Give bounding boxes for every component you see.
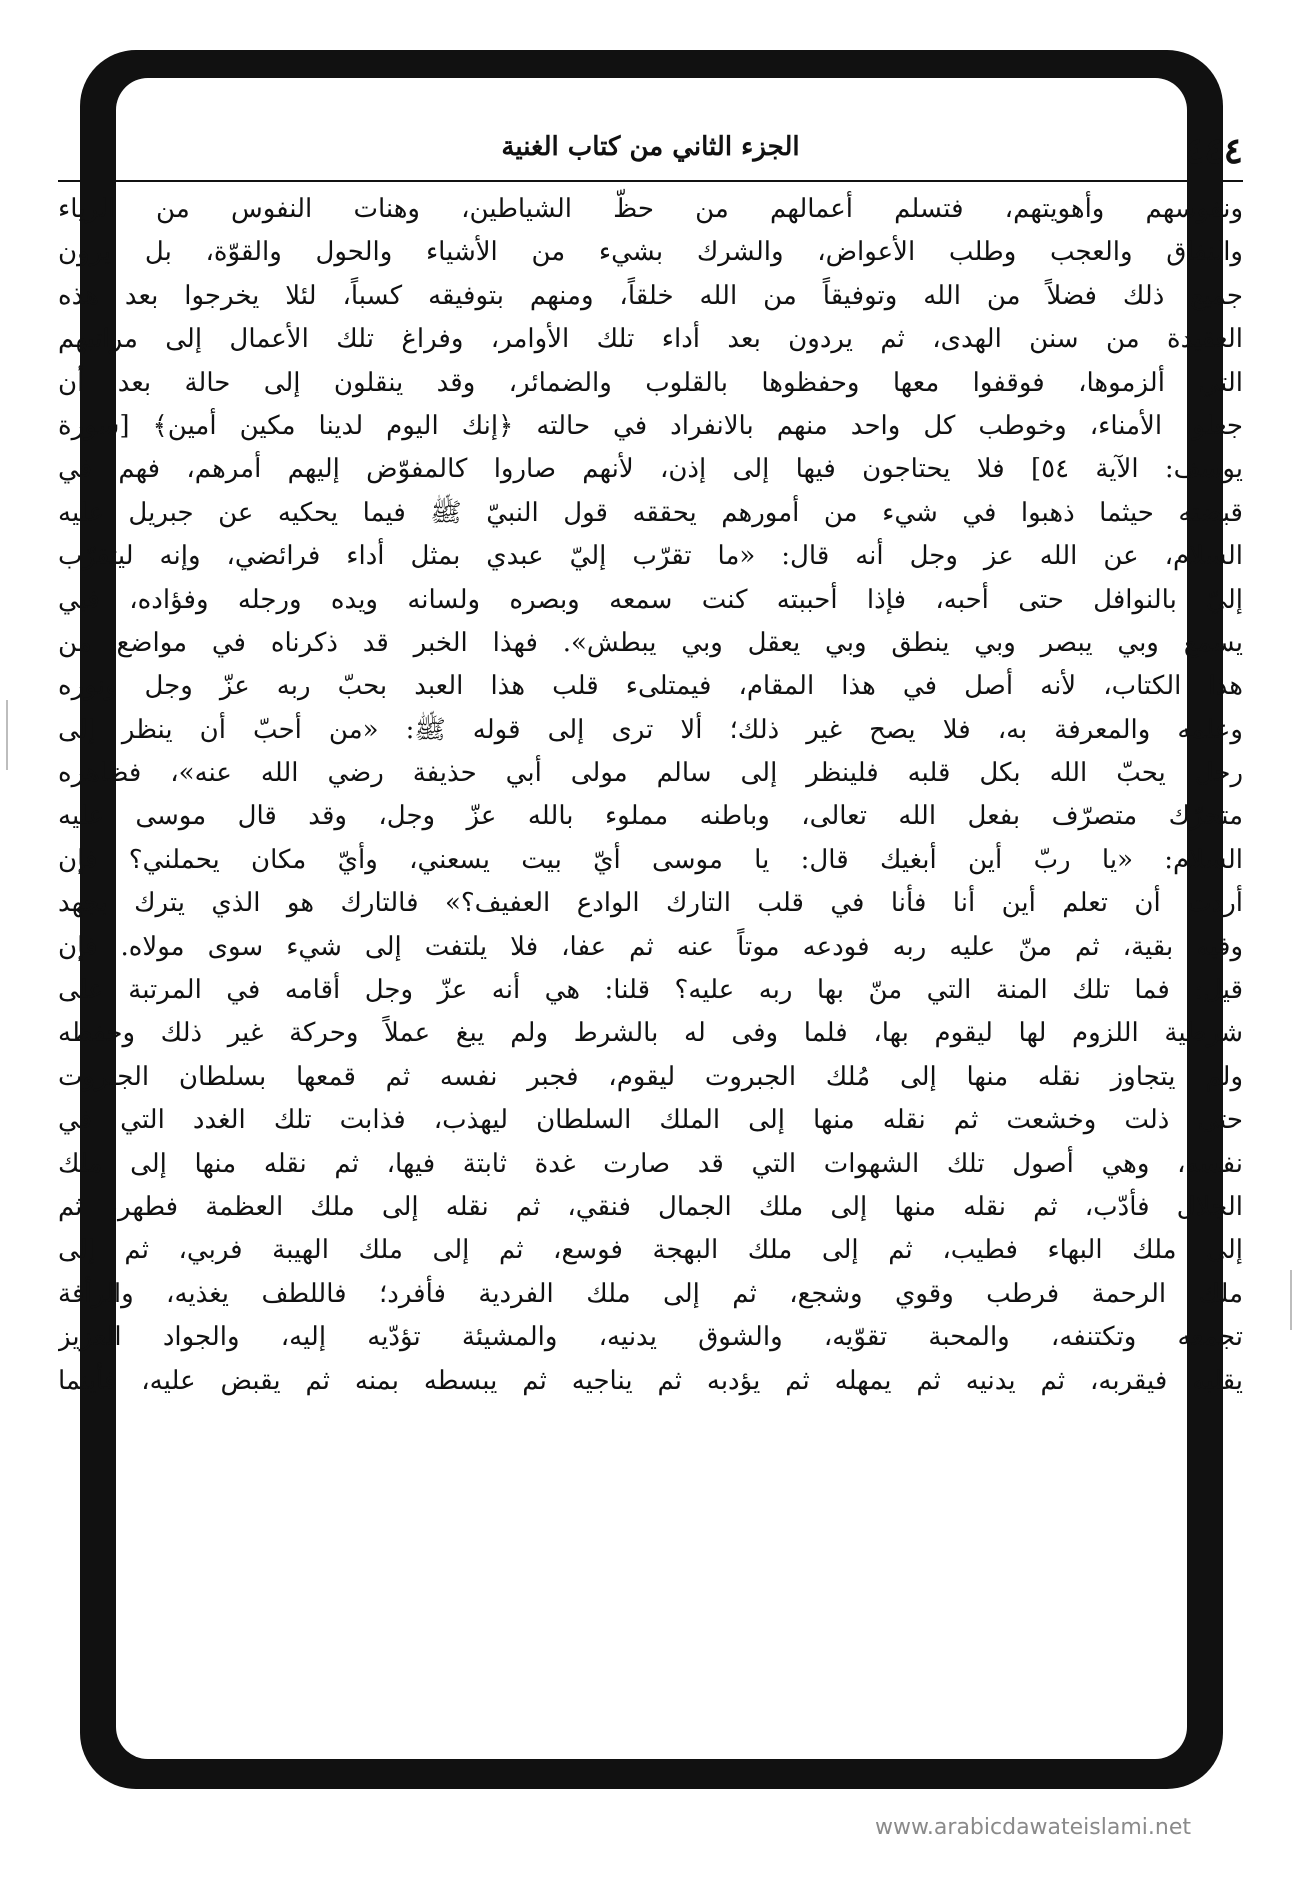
- body-line: ملك الرحمة فرطب وقوي وشجع، ثم إلى ملك الفردية فأفرد؛ فاللطف يغذيه، والرأفة: [58, 1278, 1243, 1309]
- body-line: ونفوسهم وأهويتهم، فتسلم أعمالهم من حظّ الشياطين، وهنات النفوس من الرياء: [58, 194, 1243, 224]
- body-line: إلى ملك البهاء فطيب، ثم إلى ملك البهجة فوسع، ثم إلى ملك الهيبة فربي، ثم إلى: [58, 1235, 1243, 1266]
- body-text: [58, 188, 1243, 1703]
- body-line: شرطية اللزوم لها ليقوم بها، فلما وفى له بالشرط ولم يبغ عملاً وحركة غير ذلك وحفظه: [58, 1018, 1243, 1049]
- body-line: السلام، عن الله عز وجل أنه قال: «ما تقرّب إليّ عبدي بمثل أداء فرائضي، وإنه ليتقرّب: [58, 541, 1243, 572]
- body-line: أردت أن تعلم أين أنا فأنا في قلب التارك الوادع العفيف؟» فالتارك هو الذي يترك بجهد: [58, 888, 1243, 919]
- body-line: إليّ بالنوافل حتى أحبه، فإذا أحببته كنت سمعه وبصره ولسانه ويده ورجله وفؤاده، فبي: [58, 584, 1243, 615]
- body-line: قبضته حيثما ذهبوا في شيء من أمورهم يحققه قول النبيّ ﷺ فيما يحكيه عن جبريل عليه: [58, 497, 1243, 528]
- body-line: تجمعه وتكتنفه، والمحبة تقوّيه، والشوق يدنيه، والمشيئة تؤدّيه إليه، والجواد العزيز: [58, 1322, 1243, 1353]
- body-line: يسمع وبي يبصر وبي ينطق وبي يعقل وبي يبطش». فهذا الخبر قد ذكرناه في مواضع من: [58, 627, 1243, 658]
- body-line: رجل يحبّ الله بكل قلبه فلينظر إلى سالم مولى أبي حذيفة رضي الله عنه»، فظاهره: [58, 758, 1243, 789]
- body-line: التي ألزموها، فوقفوا معها وحفظوها بالقلوب والضمائر، وقد ينقلون إلى حالة بعد أن: [58, 367, 1243, 398]
- body-line: الجلال فأدّب، ثم نقله منها إلى ملك الجمال فنقي، ثم نقله إلى ملك العظمة فطهر، ثم: [58, 1191, 1243, 1222]
- page-number: ٤٤٤: [1184, 130, 1243, 172]
- body-line: جميع ذلك فضلاً من الله وتوفيقاً من الله خلقاً، ومنهم بتوفيقه كسباً، لئلا يخرجوا بعد هذه: [58, 280, 1243, 311]
- body-line: وعلمه والمعرفة به، فلا يصح غير ذلك؛ ألا ترى إلى قوله ﷺ: «من أحبّ أن ينظر إلى: [58, 714, 1243, 745]
- body-line: العقيدة من سنن الهدى، ثم يردون بعد أداء تلك الأوامر، وفراغ تلك الأعمال إلى مراتبهم: [58, 324, 1243, 355]
- body-line: ولم يتجاوز نقله منها إلى مُلك الجبروت ليقوم، فجبر نفسه ثم قمعها بسلطان الجبروت: [58, 1061, 1243, 1092]
- watermark: www.arabicdawateislami.net: [874, 1815, 1191, 1840]
- scan-edge-mark: [6, 700, 8, 770]
- body-line: والنفاق والعجب وطلب الأعواض، والشرك بشيء من الأشياء والحول والقوّة، بل يرون: [58, 237, 1243, 268]
- body-line: يقلبه فيقربه، ثم يدنيه ثم يمهله ثم يؤدبه ثم يناجيه ثم يبسطه بمنه ثم يقبض عليه، فأينما: [58, 1365, 1243, 1396]
- body-line: متحرّك متصرّف بفعل الله تعالى، وباطنه مملوء بالله عزّ وجل، وقد قال موسى عليه: [58, 801, 1243, 832]
- body-line: هذا الكتاب، لأنه أصل في هذا المقام، فيمتلىء قلب هذا العبد بحبّ ربه عزّ وجل ونوره: [58, 671, 1243, 702]
- body-line: نفسه، وهي أصول تلك الشهوات التي قد صارت غدة ثابتة فيها، ثم نقله منها إلى ملك: [58, 1148, 1243, 1179]
- running-title: الجزء الثاني من كتاب الغنية: [501, 132, 800, 162]
- body-line: قيل: فما تلك المنة التي منّ بها ربه عليه؟ قلنا: هي أنه عزّ وجل أقامه في المرتبة على: [58, 975, 1243, 1006]
- body-line: وفيه بقية، ثم منّ عليه ربه فودعه موتاً عنه ثم عفا، فلا يلتفت إلى شيء سوى مولاه. فإن: [58, 931, 1243, 962]
- scan-edge-mark: [1290, 1270, 1292, 1330]
- body-line: حتى ذلت وخشعت ثم نقله منها إلى الملك السلطان ليهذب، فذابت تلك الغدد التي في: [58, 1105, 1243, 1136]
- body-line: يوسف: الآية ٥٤] فلا يحتاجون فيها إلى إذن، لأنهم صاروا كالمفوّض إليهم أمرهم، فهم في: [58, 454, 1243, 485]
- body-line: جعلوا الأمناء، وخوطب كل واحد منهم بالانفراد في حالته ﴿إنك اليوم لدينا مكين أمين﴾ [سورة: [58, 410, 1243, 441]
- body-line: السلام: «يا ربّ أين أبغيك قال: يا موسى أيّ بيت يسعني، وأيّ مكان يحملني؟ فإن: [58, 844, 1243, 875]
- page-header: [58, 118, 1243, 182]
